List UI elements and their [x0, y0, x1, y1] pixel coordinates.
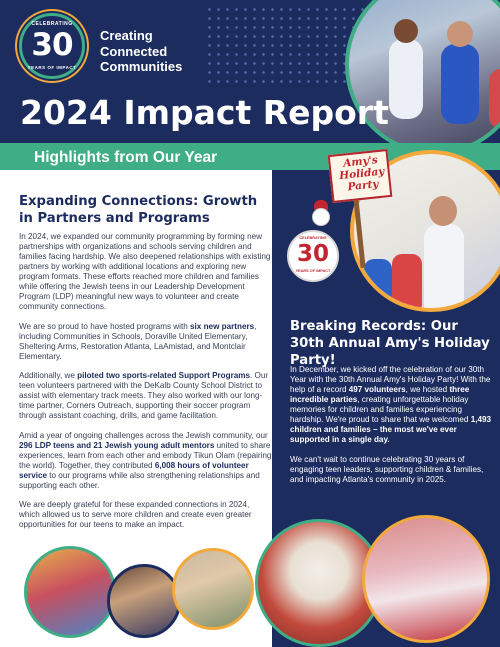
celebrating-30-badge: [287, 230, 339, 282]
amys-holiday-party-sign: [328, 149, 393, 203]
text: united to share experiences, learn from each other and embody Tikun Olam (repairing the world). Together, they contributed: [19, 440, 272, 470]
photo-figure: [364, 259, 392, 309]
photo-figure: [394, 19, 418, 43]
left-paragraph-5: We are deeply grateful for these expanded connections in 2024, which allowed us to serve more children and create even greater opportunities for our teens to make an impact.: [19, 500, 252, 530]
right-heading: Breaking Records: Our 30th Annual Amy's Holiday Party!: [290, 319, 490, 368]
left-paragraph-1: In 2024, we expanded our community programming by forming new partnerships with organizations and schools serving children and families facing hardship. We also deepened relationships with existing partners by working with additional locations and exploring new program formats. These efforts reached more children and families while offering the Jewish teens in our Leadership Development Program (LDP) meaningful new ways to volunteer and create community connections.: [19, 232, 271, 312]
left-body: [19, 232, 272, 540]
photo-figure: [424, 224, 464, 312]
badge-number: 30: [296, 241, 329, 267]
text: , creating unforgettable holiday memories for children and families experiencing hardship. We're proud to share that we welcomed: [290, 395, 471, 425]
tagline-line-3: Communities: [100, 59, 183, 74]
sign-text: [332, 153, 391, 195]
photo-figure: [447, 21, 473, 47]
highlight-volunteers: 497 volunteers: [348, 385, 406, 395]
text: We are so proud to have hosted programs with: [19, 321, 191, 331]
badge-bottom-text: YEARS OF IMPACT: [295, 269, 331, 273]
photo-figure: [489, 69, 500, 129]
photo-figure: [389, 39, 423, 119]
sign-line-1: Amy's: [342, 154, 379, 170]
tagline-line-2: Connected: [100, 43, 168, 59]
text: to our programs while also strengthening relationships and supporting each other.: [19, 470, 260, 490]
banner-text: Highlights from Our Year: [34, 149, 218, 166]
tagline-line-1: Creating: [100, 28, 153, 43]
logo-top-text: CELEBRATING: [31, 21, 73, 27]
badge-top-text: CELEBRATING: [299, 236, 327, 240]
sign-line-2: Holiday: [338, 165, 385, 183]
right-paragraph-2: We can't wait to continue celebrating 30 years of engaging teen leaders, supporting children & families, and impacting Atlanta's community in 2025.: [290, 454, 484, 484]
highlight-parties: three incredible parties: [290, 385, 470, 405]
photo-figure: [392, 254, 422, 312]
highlight-children-families: 1,493 children and families – the most we've ever supported in a single day.: [290, 415, 492, 445]
text: In December, we kicked off the celebration of our 30th Year with the 30th Annual Amy's Holiday Party! With the help of a record: [290, 365, 491, 395]
teen-volunteers-group-photo: [107, 564, 181, 638]
highlight-volunteer-hours: 6,008 hours of volunteer service: [19, 460, 249, 480]
photo-figure: [429, 196, 457, 226]
text: . Our teen volunteers partnered with the DeKalb County School District to assist with elementary track meets. They also worked with our long-time partner, Corners Outreach, supporting their soccer program through assistant coaching, drills, and game facilitation.: [19, 371, 269, 421]
photo-figure: [441, 44, 479, 124]
page-title: 2024 Impact Report: [20, 93, 389, 132]
text: , including Communities in Schools, Doraville United Elementary, Sheltering Arms, Restoration Atlanta, LaAmistad, and Montclair Elementary.: [19, 321, 257, 361]
highlight-sports-programs: piloted two sports-related Support Programs: [77, 371, 251, 381]
kids-playing-photo: [24, 546, 116, 638]
right-body: [290, 365, 493, 494]
text: , we hosted: [405, 385, 450, 395]
highlight-ldp-teens: 296 LDP teens and 21 Jewish young adult mentors: [19, 440, 215, 450]
logo-bottom-text: YEARS OF IMPACT: [27, 65, 77, 70]
text: Additionally, we: [19, 371, 78, 381]
sign-line-3: Party: [347, 178, 380, 194]
left-heading: Expanding Connections: Growth in Partners and Programs: [19, 194, 258, 226]
volunteer-with-child-photo: [172, 548, 254, 630]
right-paragraph-1: [290, 365, 493, 445]
left-paragraph-3: [19, 371, 272, 421]
tagline: [100, 28, 210, 75]
bottom-left-photos: [0, 536, 272, 647]
snowman-icon: [312, 208, 330, 226]
dot-pattern: [205, 5, 365, 85]
left-paragraph-4: [19, 431, 272, 491]
highlight-six-new-partners: six new partners: [190, 321, 255, 331]
logo-number: 30: [31, 27, 73, 63]
celebrating-30-logo: [19, 13, 85, 79]
text: Amid a year of ongoing challenges across the Jewish community, our: [19, 430, 268, 440]
left-paragraph-2: [19, 322, 272, 362]
kids-party-table-photo: [362, 515, 490, 643]
